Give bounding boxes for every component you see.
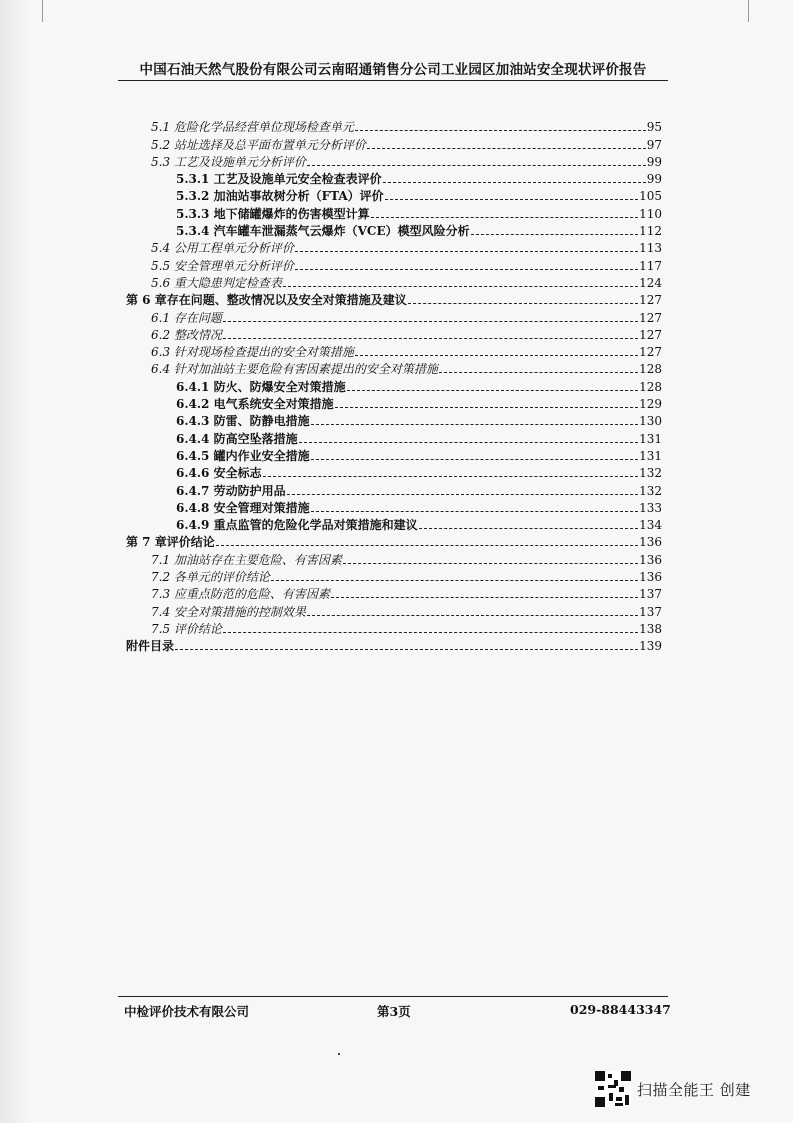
toc-entry-page: 137 <box>639 604 662 619</box>
toc-leader-line <box>355 355 638 356</box>
toc-entry-page: 133 <box>639 500 662 515</box>
toc-entry-page: 131 <box>639 431 662 446</box>
crop-mark <box>748 0 749 22</box>
toc-entry <box>122 307 662 324</box>
footer-company: 中检评价技术有限公司 <box>124 1004 250 1019</box>
toc-entry <box>122 359 662 376</box>
toc-leader-line <box>223 321 638 322</box>
toc-entry <box>122 619 662 636</box>
toc-entry-title: 5.3.4 汽车罐车泄漏蒸气云爆炸（VCE）模型风险分析 <box>176 224 470 239</box>
toc-entry-page: 134 <box>639 518 662 533</box>
toc-entry <box>122 567 662 584</box>
toc-entry-page: 112 <box>639 224 662 239</box>
toc-entry-page: 99 <box>646 172 662 187</box>
toc-leader-line <box>439 372 638 373</box>
toc-leader-line <box>307 615 638 616</box>
toc-leader-line <box>383 182 646 183</box>
toc-leader-line <box>307 165 646 166</box>
header-divider <box>118 80 668 81</box>
toc-leader-line <box>295 251 638 252</box>
toc-entry <box>122 238 662 255</box>
toc-leader-line <box>263 476 639 477</box>
toc-entry-title: 6.4.5 罐内作业安全措施 <box>176 448 310 463</box>
toc-leader-line <box>335 407 639 408</box>
toc-leader-line <box>371 217 639 218</box>
footer-page-number: 第3页 <box>377 1004 411 1019</box>
toc-entry <box>122 480 662 497</box>
toc-leader-line <box>408 303 638 304</box>
toc-entry-title: 5.3 工艺及设施单元分析评价 <box>151 154 306 169</box>
toc-leader-line <box>287 494 639 495</box>
toc-entry <box>122 152 662 169</box>
toc-entry-title: 5.2 站址选择及总平面布置单元分析评价 <box>151 137 366 152</box>
toc-entry-title: 5.1 危险化学品经营单位现场检查单元 <box>151 120 354 135</box>
toc-entry-title: 6.4.4 防高空坠落措施 <box>176 431 298 446</box>
toc-entry-page: 136 <box>639 552 662 567</box>
toc-entry-page: 127 <box>639 293 662 308</box>
toc-entry-title: 5.3.3 地下储罐爆炸的伤害模型计算 <box>176 206 370 221</box>
toc-entry-page: 132 <box>639 466 662 481</box>
toc-entry-page: 137 <box>639 587 662 602</box>
toc-leader-line <box>311 424 639 425</box>
toc-entry-title: 5.6 重大隐患判定检查表 <box>151 275 282 290</box>
toc-entry-page: 130 <box>639 414 662 429</box>
table-of-contents <box>122 117 662 653</box>
toc-entry <box>122 117 662 134</box>
toc-entry-title: 5.4 公用工程单元分析评价 <box>151 241 294 256</box>
footer-phone: 029-88443347 <box>570 1002 671 1017</box>
toc-entry <box>122 273 662 290</box>
toc-entry <box>122 428 662 445</box>
toc-entry <box>122 255 662 272</box>
toc-entry-title: 6.4.2 电气系统安全对策措施 <box>176 397 334 412</box>
toc-leader-line <box>295 269 638 270</box>
toc-leader-line <box>223 632 638 633</box>
toc-entry-page: 136 <box>639 535 662 550</box>
toc-entry <box>122 549 662 566</box>
toc-entry-page: 129 <box>639 397 662 412</box>
toc-leader-line <box>223 338 638 339</box>
toc-entry-title: 附件目录 <box>126 639 175 654</box>
toc-entry-title: 7.3 应重点防范的危险、有害因素 <box>151 587 330 602</box>
toc-entry-page: 131 <box>639 448 662 463</box>
toc-entry-page: 127 <box>639 345 662 360</box>
toc-leader-line <box>216 545 638 546</box>
toc-entry-title: 6.3 针对现场检查提出的安全对策措施 <box>151 345 354 360</box>
toc-leader-line <box>471 234 639 235</box>
toc-entry-title: 5.3.2 加油站事故树分析（FTA）评价 <box>176 189 384 204</box>
toc-entry-title: 第 7 章评价结论 <box>126 535 215 550</box>
toc-entry-title: 7.1 加油站存在主要危险、有害因素 <box>151 552 342 567</box>
toc-leader-line <box>175 649 638 650</box>
toc-entry-title: 第 6 章存在问题、整改情况以及安全对策措施及建议 <box>126 293 407 308</box>
toc-entry <box>122 601 662 618</box>
toc-entry <box>122 636 662 653</box>
toc-entry <box>122 498 662 515</box>
toc-entry <box>122 325 662 342</box>
toc-entry-page: 113 <box>639 241 662 256</box>
qr-code-icon <box>595 1071 631 1107</box>
toc-leader-line <box>343 563 638 564</box>
toc-leader-line <box>299 442 639 443</box>
toc-entry-page: 132 <box>639 483 662 498</box>
toc-entry <box>122 134 662 151</box>
toc-entry-title: 7.4 安全对策措施的控制效果 <box>151 604 306 619</box>
toc-leader-line <box>355 130 646 131</box>
toc-entry-title: 6.2 整改情况 <box>151 327 222 342</box>
toc-entry <box>122 584 662 601</box>
toc-entry-page: 128 <box>639 362 662 377</box>
watermark-text: 扫描全能王 创建 <box>637 1080 751 1099</box>
report-header: 中国石油天然气股份有限公司云南昭通销售分公司工业园区加油站安全现状评价报告 <box>139 62 647 78</box>
toc-entry-page: 105 <box>639 189 662 204</box>
crop-mark <box>42 0 43 22</box>
toc-entry-title: 5.5 安全管理单元分析评价 <box>151 258 294 273</box>
toc-entry <box>122 463 662 480</box>
toc-entry <box>122 515 662 532</box>
toc-entry-title: 6.4 针对加油站主要危险有害因素提出的安全对策措施 <box>151 362 438 377</box>
toc-entry-page: 117 <box>639 258 662 273</box>
toc-entry-page: 97 <box>646 137 662 152</box>
toc-entry <box>122 411 662 428</box>
toc-entry <box>122 376 662 393</box>
toc-entry-title: 6.4.3 防雷、防静电措施 <box>176 414 310 429</box>
toc-leader-line <box>347 390 639 391</box>
toc-entry <box>122 290 662 307</box>
toc-entry-page: 136 <box>639 570 662 585</box>
toc-entry-title: 6.4.8 安全管理对策措施 <box>176 500 310 515</box>
toc-entry-page: 95 <box>646 120 662 135</box>
toc-entry-page: 124 <box>639 275 662 290</box>
toc-entry-title: 6.4.9 重点监管的危险化学品对策措施和建议 <box>176 518 418 533</box>
toc-leader-line <box>367 148 646 149</box>
toc-leader-line <box>283 286 638 287</box>
toc-leader-line <box>385 199 638 200</box>
toc-entry-page: 128 <box>639 379 662 394</box>
toc-entry <box>122 394 662 411</box>
toc-entry <box>122 221 662 238</box>
toc-entry-page: 139 <box>639 639 662 654</box>
toc-leader-line <box>271 580 638 581</box>
toc-leader-line <box>311 511 639 512</box>
scan-speck <box>338 1053 340 1055</box>
toc-entry-page: 127 <box>639 327 662 342</box>
toc-entry-page: 127 <box>639 310 662 325</box>
toc-entry <box>122 169 662 186</box>
toc-entry-title: 6.4.6 安全标志 <box>176 466 262 481</box>
toc-entry-title: 7.5 评价结论 <box>151 621 222 636</box>
scanner-watermark <box>595 1071 751 1107</box>
scan-shadow <box>0 0 32 1123</box>
toc-entry <box>122 186 662 203</box>
toc-leader-line <box>419 528 639 529</box>
toc-entry <box>122 446 662 463</box>
toc-entry-title: 6.4.7 劳动防护用品 <box>176 483 286 498</box>
toc-entry-title: 5.3.1 工艺及设施单元安全检查表评价 <box>176 172 382 187</box>
toc-leader-line <box>331 597 638 598</box>
toc-entry <box>122 342 662 359</box>
toc-entry-title: 7.2 各单元的评价结论 <box>151 570 270 585</box>
footer-divider <box>118 996 668 997</box>
toc-entry <box>122 532 662 549</box>
toc-entry-page: 99 <box>646 154 662 169</box>
toc-entry <box>122 203 662 220</box>
toc-entry-page: 138 <box>639 621 662 636</box>
toc-entry-page: 110 <box>639 206 662 221</box>
toc-entry-title: 6.4.1 防火、防爆安全对策措施 <box>176 379 346 394</box>
toc-leader-line <box>311 459 639 460</box>
toc-entry-title: 6.1 存在问题 <box>151 310 222 325</box>
